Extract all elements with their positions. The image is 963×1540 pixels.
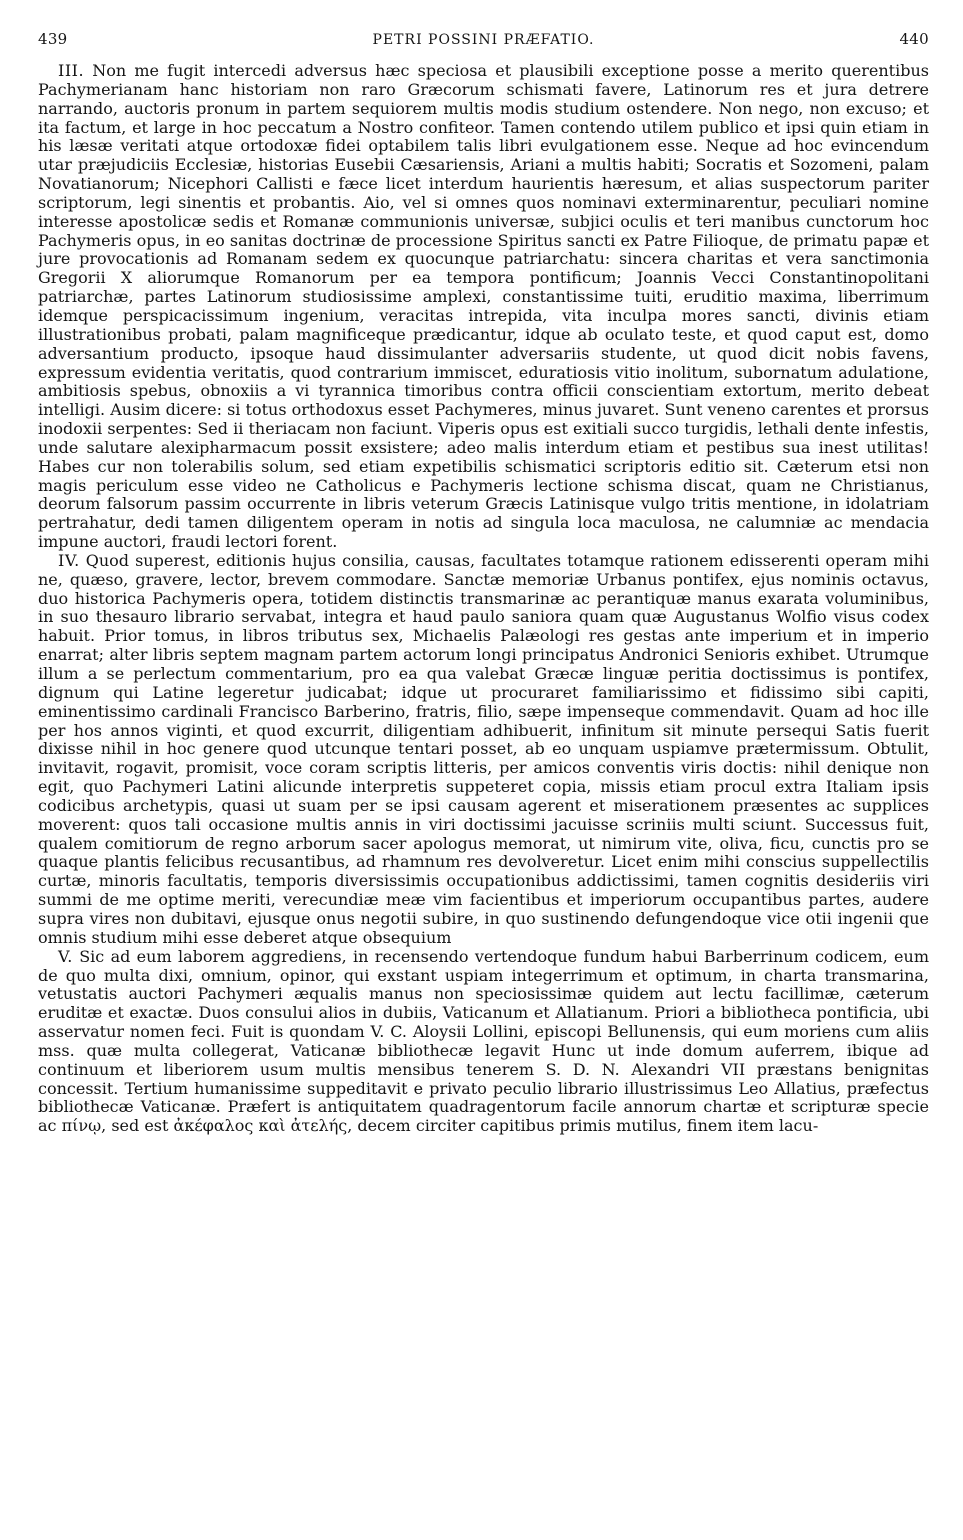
paragraph-text: Quod superest, editionis hujus consilia, causas, facultates totamque rationem edisserenti operam mihi ne, quæso, gravere, lector, brevem commodare. Sanctæ memoriæ Urbanus pontifex, ejus nominis octavus, duo historica Pachymeris opera, totidem distinctis transmarinæ ac perantiquæ manus exarata voluminibus, in suo thesauro librario servabat, integra et haud paulo saniora quam quæ Augustanus Wolfio visus codex habuit. Prior tomus, in libros tributus sex, Michaelis Palæologi res gestas ante imperium et in imperio enarrat; alter libris septem magnam partem actorum longi principatus Andronici Senioris exhibet. Utrumque illum a se perlectum commentarium, pro ea qua valebat Græcæ linguæ peritia doctissimus is pontifex, dignum qui Latine legeretur judicabat; idque ut procuraret familiarissimo et fidissimo sibi capiti, eminentissimo cardinali Francisco Barberino, fratris, filio, sæpe impenseque commendavit. Quam ad hoc ille per hos annos viginti, et quod excurrit, diligentiam adhibuerit, infinitum sit minute persequi Satis fuerit dixisse nihil in hoc genere quod utcunque tentari posset, ab eo unquam uspiamve prætermissum. Obtulit, invitavit, rogavit, promisit, voce coram scriptis litteris, per amicos conventis viris doctis: nihil denique non egit, quo Pachymeri Latini alicunde interpretis suppeteret copia, missis etiam procul extra Italiam ipsis codicibus archetypis, quasi ut suam per se ipsi causam agerent et miserationem præsentes ac supplices moverent: quos tali occasione multis annis in viri doctissimi jacuisse scriniis multi sciunt. Successus fuit, qualem comitiorum de regno arborum sacer apologus memorat, ut nimirum vite, oliva, ficu, cunctis pro se quaque plantis felicibus recusantibus, ad rhamnum res devolveretur. Licet enim mihi conscius suppellectilis curtæ, minoris facultatis, temporis diversissimis occupationibus addictissimi, tamen cognitis desideriis viri summi de me optime meriti, verecundiæ meæ vim facientibus et imperiorum occupantibus partes, audere supra vires non dubitavi, ejusque onus negotii subire, in quo sustinendo defungendoque vice otii ingenii que omnis studium mihi esse deberet atque obsequium xyxy=(38,550,929,947)
paragraph-v xyxy=(38,948,929,1136)
paragraph-number: III. xyxy=(58,61,85,80)
paragraph-number: V. xyxy=(58,946,73,966)
paragraph-iii xyxy=(38,62,929,552)
paragraph-number: IV. xyxy=(58,550,80,570)
paragraph-text: Non me fugit intercedi adversus hæc speciosa et plausibili exceptione posse a merito querentibus Pachymerianam hanc historiam non raro Græcorum schismati favere, Latinorum res et jura detrere narrando, auctoris pronum in partem sequiorem multis modis studium ostendere. Non nego, non excuso; et ita factum, et large in hoc peccatum a Nostro confiteor. Tamen contendo utilem publico et ipsi quin etiam in his læsæ veritati atque ortodoxæ fidei optabilem talis libri evulgationem esse. Neque ad hoc evincendum utar præjudiciis Ecclesiæ, historias Eusebii Cæsariensis, Ariani a multis habiti; Socratis et Sozomeni, palam Novatianorum; Nicephori Callisti e fæce licet interdum haurientis hæresum, et alias suspectorum pariter scriptorum, legi sinentis et probantis. Aio, vel si omnes quos nominavi exterminarentur, peculiari nomine interesse apostolicæ sedis et Romanæ communionis universæ, subjici oculis et teri manibus cunctorum hoc Pachymeris opus, in eo sanitas doctrinæ de processione Spiritus sancti ex Patre Filioque, de primatu papæ et jure provocationis ad Romanam sedem ex quocunque patriarchatu: sincera charitas et vera sanctimonia Gregorii X aliorumque Romanorum per ea tempora pontificum; Joannis Vecci Constantinopolitani patriarchæ, partes Latinorum studiosissime amplexi, constantissime tuiti, eruditio maxima, liberrimum idemque perspicacissimum ingenium, veracitas intrepida, vita inculpa mores sancti, divinis etiam illustrationibus probati, palam magnificeque prædicantur, idque ab oculato teste, et quod caput est, domo adversantium producto, ipsoque haud dissimulanter adversariis studente, ut quod dicit nobis favens, expressum evidentia veritatis, quod contrarium immiscet, eduratiosis vitio inolitum, subornatum adulatione, ambitiosis spebus, obnoxiis a vi tyrannica timoribus contra officii conscientiam extortum, merito debeat intelligi. Ausim dicere: si totus orthodoxus esset Pachymeres, minus juvaret. Sunt veneno carentes et prorsus inodoxii serpentes: Sed ii theriacam non faciunt. Viperis opus est exitiali succo turgidis, lethali dente infestis, unde salutare alexipharmacum possit exsistere; adeo malis interdum etiam et pestibus sua inest utilitas! Habes cur non tolerabilis solum, sed etiam expetibilis schismatici scriptoris editio sit. Cæterum etsi non magis periculum esse video ne Catholicus e Pachymeris lectione schisma discat, quam ne Christianus, deorum falsorum passim occurrente in libris veterum Græcis Latinisque vulgo tritis mentione, in idolatriam pertrahatur, dedi tamen diligentem operam in notis ad singula loca maculosa, ne calumniæ ac mendacia impune auctori, fraudi lectori forent. xyxy=(38,61,929,552)
page-number-right: 440 xyxy=(899,30,929,48)
text-body xyxy=(38,62,929,1136)
page-number-left: 439 xyxy=(38,30,68,48)
running-header xyxy=(38,30,929,56)
paragraph-text: Sic ad eum laborem aggrediens, in recensendo vertendoque fundum habui Barberrinum codicem, eum de quo multa dixi, omnium, opinor, qui exstant uspiam integerrimum et optimum, in charta transmarina, vetustatis auctori Pachymeri æqualis manus non speciosissimæ quidem aut lectu facillimæ, cæterum eruditæ et exactæ. Duos consului alios in dubiis, Vaticanum et Allatianum. Priori a bibliotheca pontificia, ubi asservatur nomen feci. Fuit is quondam V. C. Aloysii Lollini, episcopi Bellunensis, qui eum moriens cum aliis mss. quæ multa collegerat, Vaticanæ bibliothecæ legavit Hunc ut inde domum auferrem, ibique ad continuum et liberiorem usum multis mensibus tenerem S. D. N. Alexandri VII præstans benignitas concessit. Tertium humanissime suppeditavit e privato peculio librario illustrissimus Leo Allatius, præfectus bibliothecæ Vaticanæ. Præfert is antiquitatem quadragentorum facile annorum chartæ et scripturæ specie ac πίνῳ, sed est ἀκέφαλος καὶ ἀτελής, decem circiter capitibus primis mutilus, finem item lacu- xyxy=(38,946,929,1136)
running-title: PETRI POSSINI PRÆFATIO. xyxy=(372,32,595,48)
paragraph-iv xyxy=(38,552,929,948)
